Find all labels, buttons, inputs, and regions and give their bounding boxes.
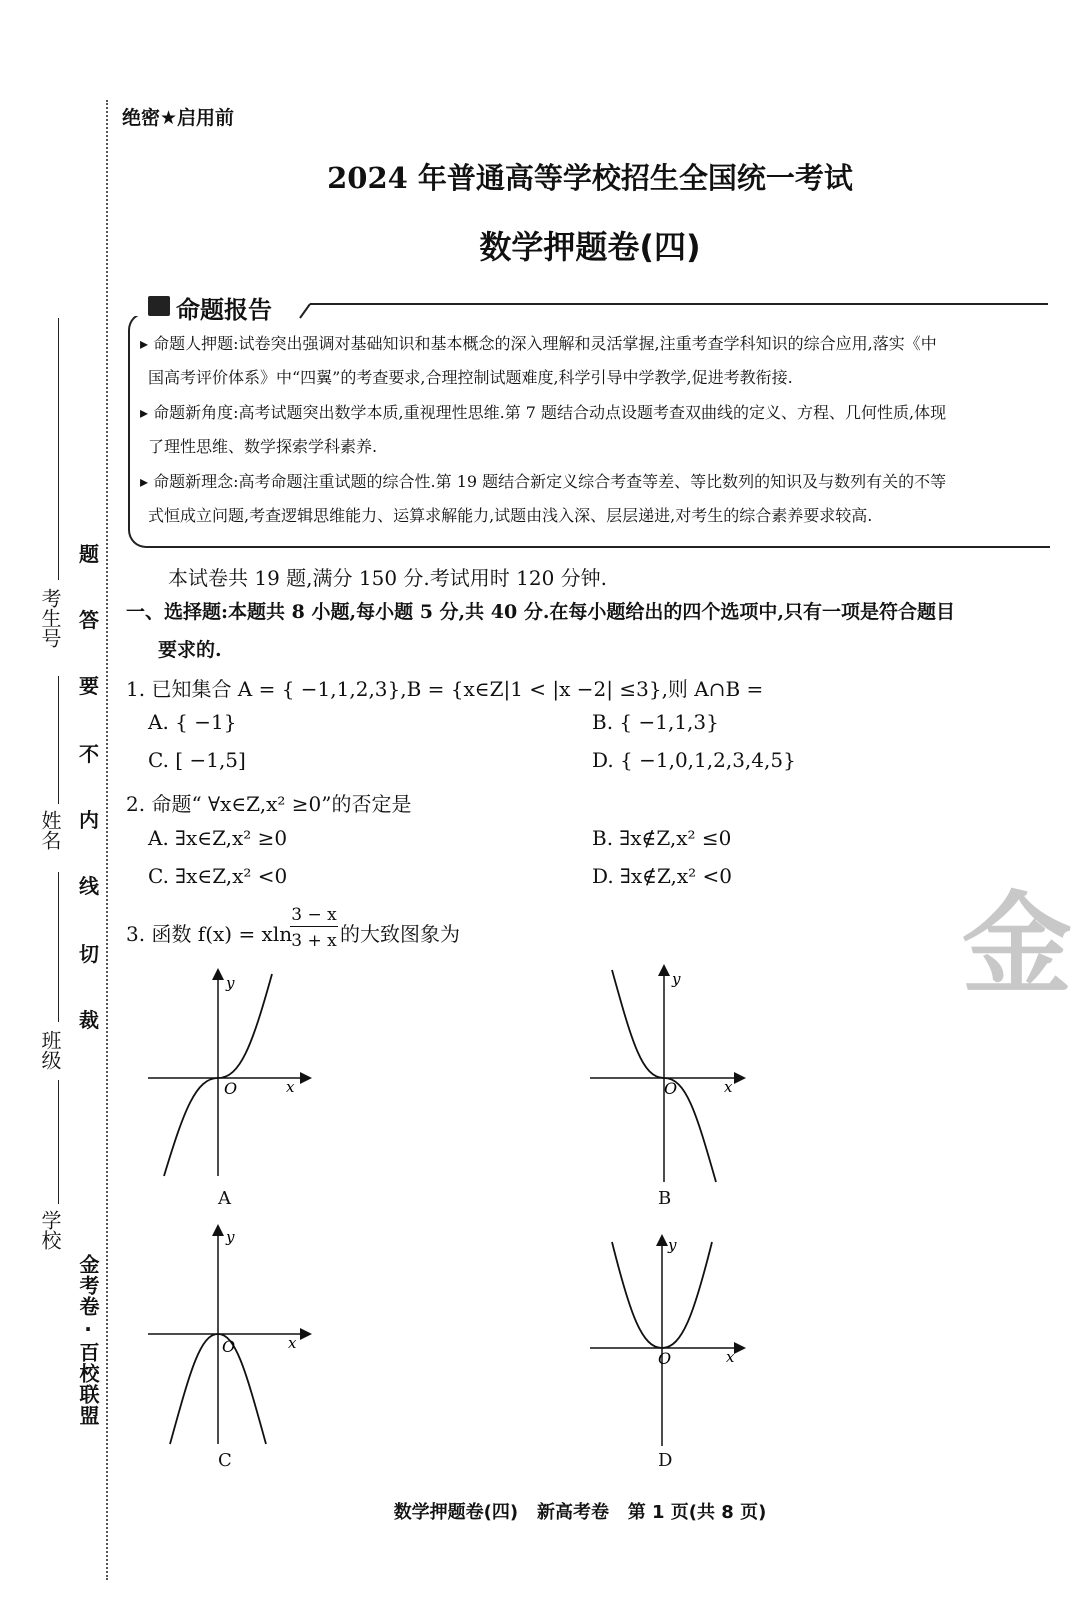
field-line-class[interactable]: [58, 872, 59, 1022]
graph-b[interactable]: [584, 962, 754, 1188]
section1-title-cont: 要求的.: [158, 639, 222, 661]
q1-option-d[interactable]: D. { −1,0,1,2,3,4,5}: [592, 748, 796, 772]
q3-fraction-numerator: 3 − x: [291, 905, 337, 925]
report-heading-rule: [290, 300, 1050, 320]
graph-d-origin: O: [658, 1349, 672, 1368]
q2-option-a[interactable]: A. ∃x∈Z,x² ≥0: [148, 826, 288, 850]
seal-char-2: 答: [79, 608, 99, 632]
binding-dotted-line: [106, 100, 108, 1580]
seal-char-3: 要: [79, 674, 99, 698]
graph-a-x-label: x: [286, 1078, 295, 1096]
seal-char-8: 裁: [79, 1008, 99, 1032]
graph-d-x-label: x: [726, 1348, 735, 1366]
page-footer: 数学押题卷(四) 新高考卷 第 1 页(共 8 页): [393, 1502, 767, 1523]
field-label-name: 姓名: [38, 810, 62, 850]
field-line-school[interactable]: [58, 1080, 59, 1204]
graph-c[interactable]: [140, 1222, 320, 1450]
graph-b-y-label: y: [672, 970, 681, 988]
brand-vertical: 金考卷·百校联盟: [76, 1254, 100, 1426]
secret-label: 绝密★启用前: [122, 107, 235, 129]
graph-b-label: B: [658, 1188, 672, 1209]
graph-b-x-label: x: [724, 1078, 733, 1096]
exam-intro: 本试卷共 19 题,满分 150 分.考试用时 120 分钟.: [168, 566, 608, 590]
q2-stem: 2. 命题“ ∀x∈Z,x² ≥0”的否定是: [126, 792, 412, 816]
q2-option-d[interactable]: D. ∃x∉Z,x² <0: [592, 864, 733, 888]
graph-c-label: C: [218, 1450, 232, 1471]
graph-a-origin: O: [224, 1079, 238, 1098]
graph-a-label: A: [218, 1188, 231, 1209]
seal-char-4: 不: [79, 742, 99, 766]
graph-d-label: D: [658, 1450, 673, 1471]
watermark: 金: [962, 881, 1072, 1009]
q1-stem: 1. 已知集合 A = { −1,1,2,3},B = {x∈Z|1 < |x −2| ≤3},则 A∩B =: [126, 677, 764, 701]
book-icon: [148, 296, 170, 316]
q2-option-b[interactable]: B. ∃x∉Z,x² ≤0: [592, 826, 732, 850]
section1-title: 一、选择题:本题共 8 小题,每小题 5 分,共 40 分.在每小题给出的四个选项中,只有一项是符合题目: [126, 601, 956, 623]
report-bullet-1: ▸ 命题人押题:试卷突出强调对基础知识和基本概念的深入理解和灵活掌握,注重考查学科知识的综合应用,落实《中: [140, 334, 937, 353]
graph-c-x-label: x: [288, 1334, 297, 1352]
q1-option-c[interactable]: C. [ −1,5]: [148, 748, 246, 772]
q1-option-a[interactable]: A. { −1}: [148, 710, 237, 734]
field-label-exam-id: 考生号: [38, 588, 62, 648]
graph-a-y-label: y: [226, 974, 235, 992]
graph-b-origin: O: [664, 1079, 678, 1098]
graph-d[interactable]: [584, 1234, 754, 1450]
seal-char-5: 内: [79, 808, 99, 832]
graph-c-origin: O: [222, 1337, 236, 1356]
report-line-2: 国高考评价体系》中“四翼”的考查要求,合理控制试题难度,科学引导中学教学,促进考教衔接.: [148, 368, 793, 387]
seal-char-6: 线: [79, 874, 99, 898]
q3-stem-prefix: 3. 函数 f(x) = xln: [126, 922, 293, 946]
paper-subtitle: 数学押题卷(四): [479, 228, 701, 266]
report-heading: 命题报告: [176, 296, 272, 324]
report-line-4: 了理性思维、数学探索学科素养.: [148, 437, 378, 456]
report-bullet-3: ▸ 命题新理念:高考命题注重试题的综合性.第 19 题结合新定义综合考查等差、等比数列的知识及与数列有关的不等: [140, 472, 947, 491]
field-line-name[interactable]: [58, 676, 59, 804]
exam-title: 2024 年普通高等学校招生全国统一考试: [327, 161, 853, 195]
field-label-school: 学校: [38, 1210, 62, 1250]
seal-char-7: 切: [79, 942, 99, 966]
graph-a[interactable]: [140, 966, 320, 1186]
graph-c-y-label: y: [226, 1228, 235, 1246]
q3-fraction-denominator: 3 + x: [291, 931, 337, 951]
report-bullet-2: ▸ 命题新角度:高考试题突出数学本质,重视理性思维.第 7 题结合动点设题考查双曲线的定义、方程、几何性质,体现: [140, 403, 947, 422]
graph-d-y-label: y: [668, 1236, 677, 1254]
report-line-6: 式恒成立问题,考查逻辑思维能力、运算求解能力,试题由浅入深、层层递进,对考生的综合素养要求较高.: [148, 506, 873, 525]
field-line-exam-id[interactable]: [58, 318, 59, 580]
q2-option-c[interactable]: C. ∃x∈Z,x² <0: [148, 864, 288, 888]
field-label-class: 班级: [38, 1030, 62, 1070]
q1-option-b[interactable]: B. { −1,1,3}: [592, 710, 719, 734]
q3-stem-suffix: 的大致图象为: [340, 922, 460, 946]
seal-char-1: 题: [79, 542, 99, 566]
